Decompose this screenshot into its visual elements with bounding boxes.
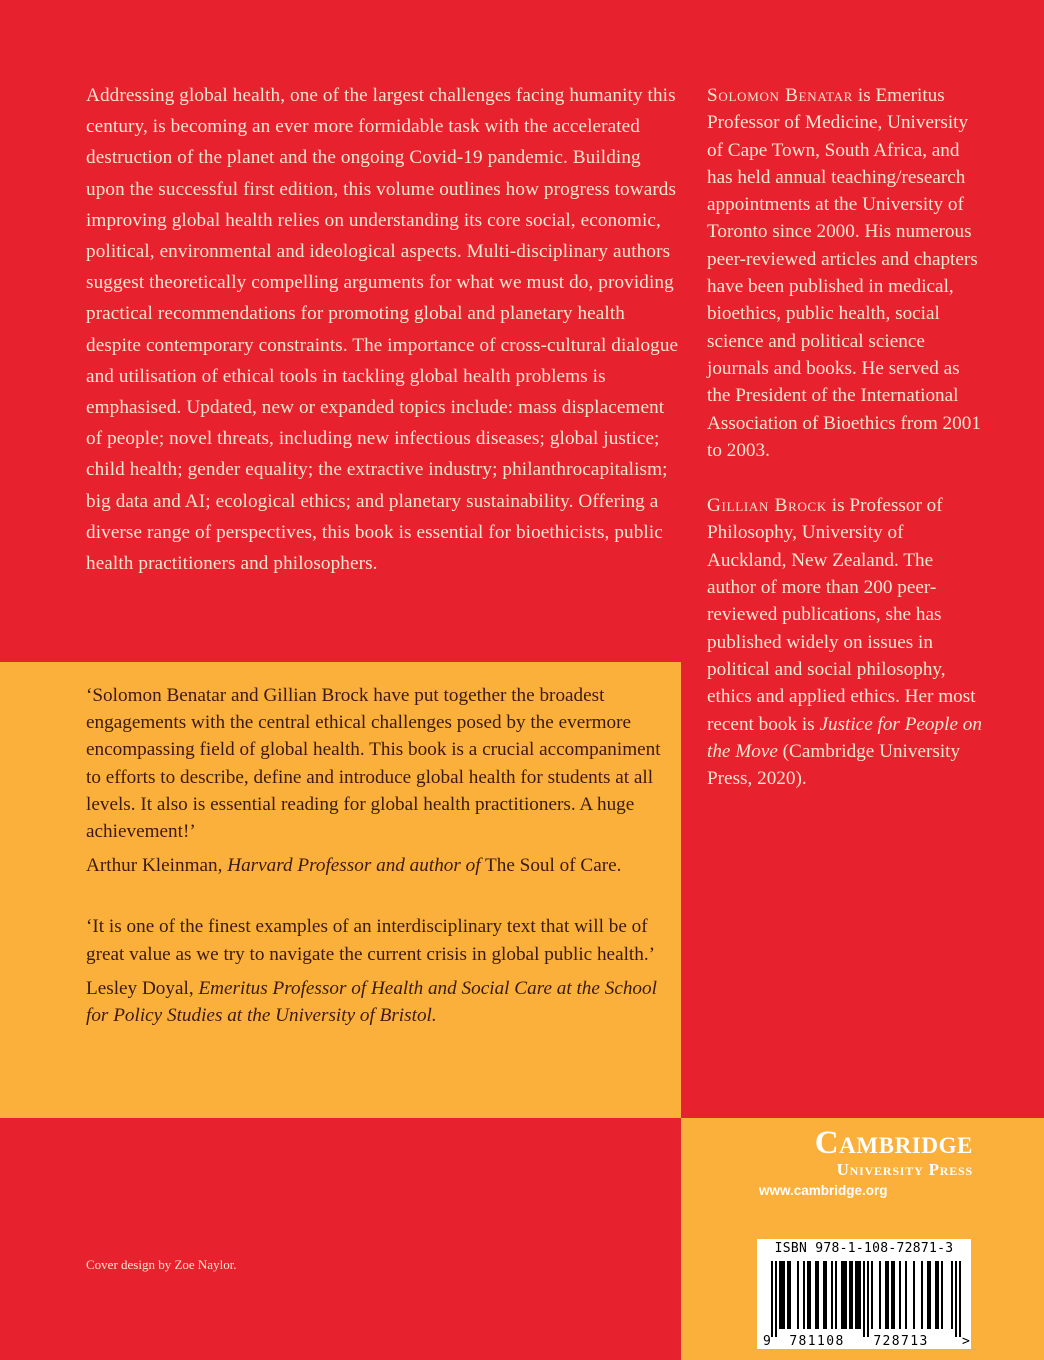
endorser-name: Arthur Kleinman,: [86, 855, 223, 877]
barcode-quiet-marker: >: [962, 1334, 970, 1349]
author-bio-text: is Professor of Philosophy, University of Auckland, New Zealand. The author of more than 200 peer-reviewed publications, she has published widely on issues in political and social philosophy, ethics and applied ethics. Her most recent book is: [707, 495, 976, 735]
publisher-panel: [681, 1118, 1044, 1360]
barcode-bar: [825, 1261, 827, 1329]
barcode-digit-first: 9: [763, 1334, 771, 1349]
author-name: Solomon Benatar: [707, 85, 854, 106]
endorsement-quote: ‘Solomon Benatar and Gillian Brock have put together the broadest engagements with the central ethical challenges posed by the evermore encompassing field of global health. This book is a crucial accompaniment to efforts to describe, define and introduce global health for students at all levels. It also is essential reading for global health practitioners. A huge achievement!’: [86, 685, 661, 843]
barcode-bar: [913, 1261, 915, 1329]
author-bio-benatar: [707, 82, 982, 464]
barcode-bar: [807, 1261, 809, 1329]
barcode-bar: [831, 1261, 833, 1329]
barcode-bar: [887, 1261, 889, 1329]
publisher-website-link[interactable]: www.cambridge.org: [759, 1183, 888, 1198]
barcode-bar: [927, 1261, 929, 1329]
barcode-bar: [863, 1261, 865, 1337]
barcode-bar: [779, 1261, 781, 1329]
barcode-bar: [905, 1261, 907, 1329]
book-title: Justice for People on the Move: [707, 713, 982, 762]
publisher-logo: [758, 1126, 973, 1200]
barcode-bar: [899, 1261, 901, 1329]
barcode-bar: [845, 1261, 847, 1329]
barcode-digits-left: 781108: [789, 1334, 845, 1349]
barcode-bar: [937, 1261, 939, 1329]
endorser-name: Lesley Doyal,: [86, 977, 194, 999]
barcode-bar: [771, 1261, 773, 1337]
barcode-bar: [921, 1261, 923, 1329]
endorsement-attribution: [86, 975, 661, 1029]
isbn-label: ISBN 978-1-108-72871-3: [774, 1241, 954, 1256]
barcode-bar: [951, 1261, 953, 1329]
author-name: Gillian Brock: [707, 495, 827, 517]
barcode-bar: [849, 1261, 851, 1329]
publisher-subtitle: University Press: [836, 1160, 973, 1179]
endorsement-quote: ‘It is one of the finest examples of an interdisciplinary text that will be of great value as we try to navigate the current crisis in global public health.’: [86, 916, 656, 965]
barcode-bar: [959, 1261, 961, 1337]
endorsements-panel: [0, 662, 681, 1118]
author-bio-brock: [707, 492, 982, 792]
barcode-bar: [789, 1261, 791, 1329]
barcode-bar: [885, 1261, 887, 1329]
barcode-bar: [891, 1261, 893, 1329]
barcode-bar: [835, 1261, 837, 1329]
barcode-bar: [879, 1261, 881, 1329]
barcode-bar: [797, 1261, 799, 1329]
endorser-role: Emeritus Professor of Health and Social Care at the School for Policy Studies at the University of Bristol.: [86, 977, 657, 1027]
barcode-bar: [867, 1261, 869, 1337]
author-bio-text: (Cambridge University Press, 2020).: [707, 740, 961, 790]
author-bios: [707, 82, 982, 792]
blurb-text: Addressing global health, one of the largest challenges facing humanity this century, is becoming an ever more formidable task with the accelerated destruction of the planet and the ongoing Covid-19 pandemic. Building upon the successful first edition, this volume outlines how progress towards improving global health relies on understanding its core social, economic, political, environmental and ideological aspects. Multi-disciplinary authors suggest theoretically compelling arguments for what we must do, providing practical recommendations for promoting global and planetary health despite contemporary constraints. The importance of cross-cultural dialogue and utilisation of ethical tools in tackling global health problems is emphasised. Updated, new or expanded topics include: mass displacement of people; novel threats, including new infectious diseases; global justice; child health; gender equality; the extractive industry; philanthrocapitalism; big data and AI; ecological ethics; and planetary sustainability. Offering a diverse range of perspectives, this book is essential for bioethicists, public health practitioners and philosophers.: [86, 85, 679, 575]
barcode-bar: [935, 1261, 937, 1329]
publisher-name: Cambridge: [814, 1125, 973, 1161]
barcode-digits-right: 728713: [873, 1334, 929, 1349]
barcode-bar: [941, 1261, 943, 1329]
barcode-bar: [955, 1261, 957, 1337]
barcode-bar: [851, 1261, 853, 1329]
barcode-bar: [929, 1261, 931, 1329]
endorsed-work: The Soul of Care.: [485, 855, 622, 877]
barcode-bar: [781, 1261, 783, 1329]
endorsement-attribution: [86, 852, 661, 879]
barcode-bar: [803, 1261, 805, 1329]
isbn-barcode-box: [757, 1239, 971, 1349]
barcode-bar: [809, 1261, 811, 1329]
book-description: [86, 80, 681, 579]
barcode-bar: [823, 1261, 825, 1329]
barcode-bar: [817, 1261, 819, 1329]
barcode-bar: [841, 1261, 843, 1329]
barcode-bar: [893, 1261, 895, 1329]
barcode-bar: [815, 1261, 817, 1329]
barcode-bar: [857, 1261, 859, 1329]
cover-credit: Cover design by Zoe Naylor.: [86, 1257, 237, 1272]
barcode-bar: [871, 1261, 873, 1329]
author-bio-text: is Emeritus Professor of Medicine, University of Cape Town, South Africa, and has held annual teaching/research appointments at the University of Toronto since 2000. His numerous peer-reviewed articles and chapters have been published in medical, bioethics, public health, social science and political science journals and books. He served as the President of the International Association of Bioethics from 2001 to 2003.: [707, 85, 981, 461]
barcode-bar: [843, 1261, 845, 1329]
barcode-bar: [775, 1261, 777, 1337]
barcode-bar: [787, 1261, 789, 1329]
barcode-bar: [859, 1261, 861, 1329]
barcode-bar: [855, 1261, 857, 1329]
endorser-role: Harvard Professor and author of: [227, 855, 481, 877]
barcode-bar: [783, 1261, 785, 1329]
